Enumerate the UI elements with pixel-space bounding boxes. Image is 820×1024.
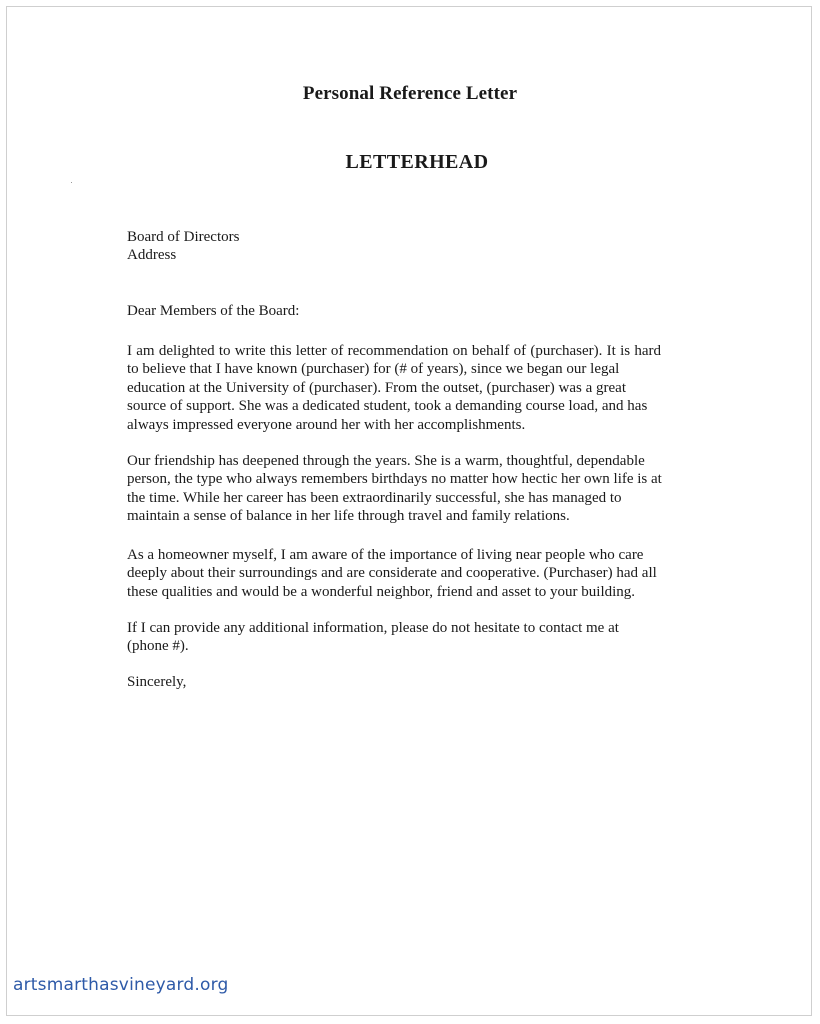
paragraph-line: As a homeowner myself, I am aware of the importance of living near people who care (127, 547, 644, 563)
paragraph-line: the time. While her career has been extraordinarily successful, she has managed to (127, 489, 622, 506)
paragraph-line: education at the University of (purchaser). From the outset, (purchaser) was a great (127, 379, 626, 396)
paragraph-line: If I can provide any additional information, please do not hesitate to contact me at (127, 620, 619, 636)
paragraph-line: person, the type who always remembers birthdays no matter how hectic her own life is at (127, 471, 662, 488)
paragraph-2 (127, 452, 707, 526)
paragraph-1 (127, 342, 707, 434)
paragraph-line: to believe that I have known (purchaser) for (# of years), since we began our legal (127, 361, 620, 378)
paragraph-line: these qualities and would be a wonderful neighbor, friend and asset to your building. (127, 583, 636, 600)
paragraph-line: deeply about their surroundings and are considerate and cooperative. (Purchaser) had all (127, 565, 657, 582)
recipient-line: Board of Directors (127, 229, 240, 245)
paragraph-line: source of support. She was a dedicated student, took a demanding course load, and has (127, 398, 648, 415)
recipient-line: Address (127, 247, 177, 264)
salutation-text: Dear Members of the Board: (127, 303, 300, 319)
paragraph-line: I am delighted to write this letter of recommendation on behalf of (purchaser). It is hard (127, 343, 661, 359)
paragraph-line: (phone #). (127, 638, 189, 655)
salutation (127, 302, 707, 320)
scan-speck (71, 182, 72, 183)
closing-text: Sincerely, (127, 674, 187, 690)
closing (127, 673, 707, 691)
paragraph-line: Our friendship has deepened through the years. She is a warm, thoughtful, dependable (127, 453, 645, 469)
paragraph-line: maintain a sense of balance in her life through travel and family relations. (127, 508, 570, 525)
source-watermark: artsmarthasvineyard.org (13, 975, 229, 995)
letterhead-placeholder: LETTERHEAD (345, 151, 489, 173)
paragraph-line: always impressed everyone around her with her accomplishments. (127, 416, 526, 433)
letter-title: Personal Reference Letter (302, 83, 518, 104)
paragraph-4 (127, 619, 707, 656)
paragraph-3 (127, 546, 707, 601)
recipient-address (127, 228, 707, 265)
